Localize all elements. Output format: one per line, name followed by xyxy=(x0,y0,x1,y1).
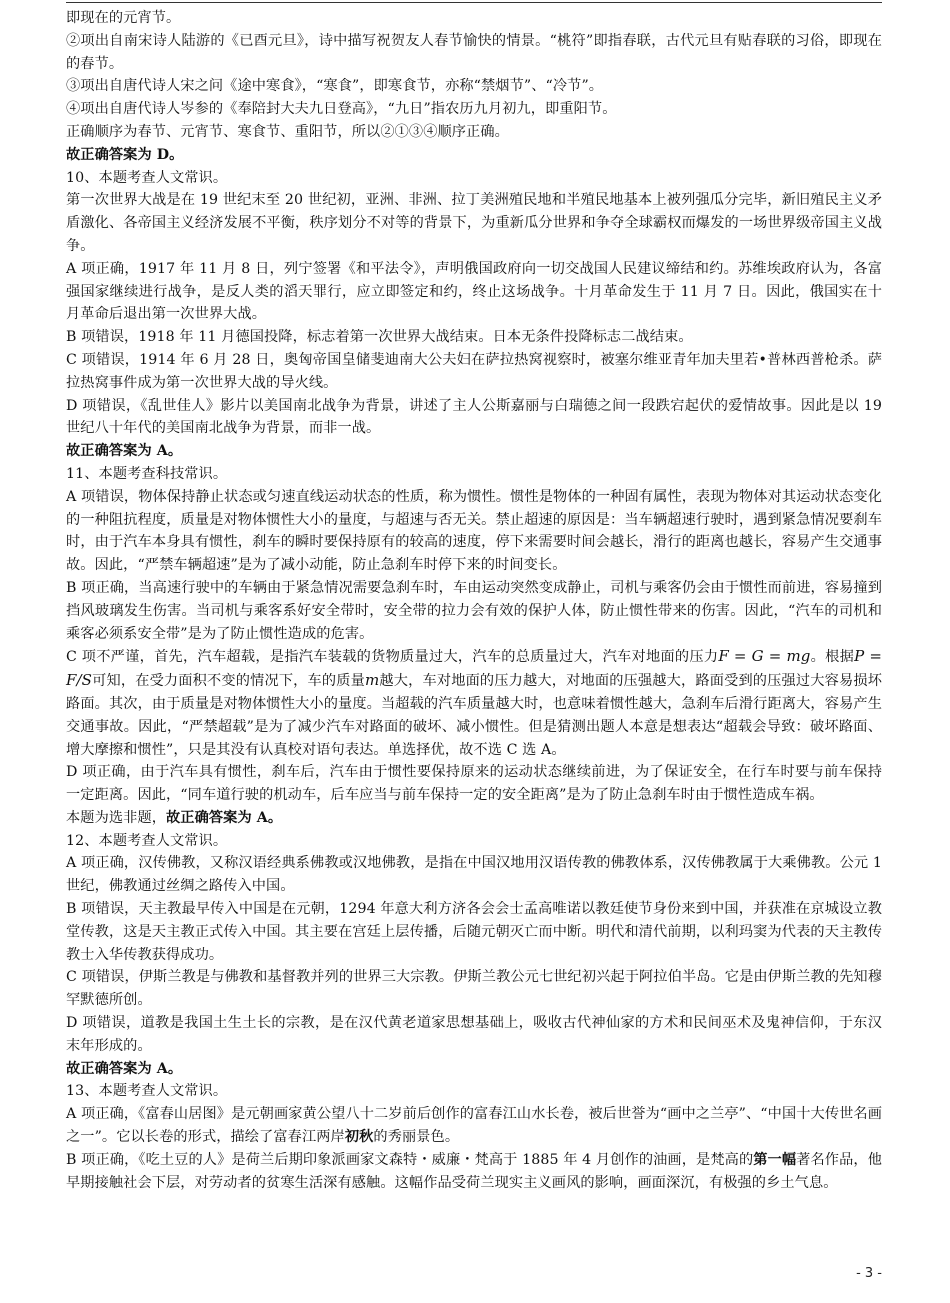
text-line: 即现在的元宵节。 xyxy=(66,10,181,26)
emphasis: 第一幅 xyxy=(753,1151,797,1168)
text-line: 正确顺序为春节、元宵节、寒食节、重阳节，所以②①③④顺序正确。 xyxy=(66,123,509,140)
answer-line xyxy=(66,807,882,830)
question-heading: 12、本题考查人文常识。 xyxy=(66,832,228,849)
text-line: 第一次世界大战是在 19 世纪末至 20 世纪初，亚洲、非洲、拉丁美洲殖民地和半殖民地基本上被列强瓜分完毕，新旧殖民主义矛盾激化、各帝国主义经济发展不平衡，秩序划分不对等的背景下，为重新瓜分世界和争夺全球霸权而爆发的一场世界级帝国主义战争。 xyxy=(66,192,882,254)
formula-mass: m xyxy=(365,671,380,690)
emphasis: 初秋 xyxy=(344,1129,374,1146)
text-span: 的秀丽景色。 xyxy=(373,1129,460,1146)
text-span: 越大，车对地面的压力越大，对地面的压强越大，路面受到的压强过大容易损坏路面。其次，由于质量是对物体惯性大小的量度。当超载的汽车质量越大时，也意味着惯性越大，急刹车后滑行距离大，容易产生交通事故。因此，“严禁超载”是为了减少汽车对路面的破坏、减小惯性。但是猜测出题人本意是想表达“超载会导致：破坏路面、增大摩擦和惯性”，只是其没有认真校对语句表达。单选择优，故不选 C 选 A。 xyxy=(66,673,882,758)
text-line: ②项出自南宋诗人陆游的《已酉元旦》，诗中描写祝贺友人春节愉快的情景。“桃符”即指春联，古代元旦有贴春联的习俗，即现在的春节。 xyxy=(66,32,882,72)
text-line: D 项错误，《乱世佳人》影片以美国南北战争为背景，讲述了主人公斯嘉丽与白瑞德之间一段跌宕起伏的爱情故事。因此是以 19 世纪八十年代的美国南北战争为背景，而非一战。 xyxy=(66,397,882,437)
text-span: 著名作品，他早期接触社会下层，对劳动者的贫寒生活深有感触。这幅作品受荷兰现实主义画风的影响，画面深沉，有极强的乡土气息。 xyxy=(66,1151,882,1191)
document-body xyxy=(66,7,882,1194)
answer-line: 故正确答案为 D。 xyxy=(66,146,184,163)
text-line: C 项错误，伊斯兰教是与佛教和基督教并列的世界三大宗教。伊斯兰教公元七世纪初兴起于阿拉伯半岛。它是由伊斯兰教的先知穆罕默德所创。 xyxy=(66,969,882,1009)
answer-line: 故正确答案为 A。 xyxy=(66,443,183,460)
text-line xyxy=(66,1103,882,1149)
text-line: ④项出自唐代诗人岑参的《奉陪封大夫九日登高》，“九日”指农历九月初九，即重阳节。 xyxy=(66,101,617,118)
text-line: A 项正确，1917 年 11 月 8 日，列宁签署《和平法令》，声明俄国政府向一切交战国人民建议缔结和约。苏维埃政府认为，各富强国家继续进行战争，是反人类的滔天罪行，应立即签定和约，终止这场战争。十月革命发生于 11 月 7 日。因此，俄国实在十月革命后退出第一次世界大战。 xyxy=(66,260,882,323)
text-line: ③项出自唐代诗人宋之问《途中寒食》，“寒食”，即寒食节，亦称“禁烟节”、“冷节”。 xyxy=(66,78,604,95)
text-line xyxy=(66,1149,882,1195)
text-span: 。根据 xyxy=(810,649,855,666)
text-line: B 项错误，天主教最早传入中国是在元朝，1294 年意大利方济各会会士孟高唯诺以教廷使节身份来到中国，并获准在京城设立教堂传教，这是天主教正式传入中国。其主要在宫廷上层传播，后随元朝灭亡而中断。明代和清代前期，以利玛窦为代表的天主教传教士入华传教获得成功。 xyxy=(66,901,882,963)
question-heading: 13、本题考查人文常识。 xyxy=(66,1083,228,1100)
text-line: D 项错误，道教是我国土生土长的宗教，是在汉代黄老道家思想基础上，吸收古代神仙家的方术和民间巫术及鬼神信仰，于东汉末年形成的。 xyxy=(66,1015,882,1054)
formula-paragraph xyxy=(66,645,882,761)
text-line: B 项正确，当高速行驶中的车辆由于紧急情况需要急刹车时，车由运动突然变成静止，司机与乘客仍会由于惯性而前进，容易撞到挡风玻璃发生伤害。当司机与乘客系好安全带时，安全带的拉力会有效的保护人体，防止惯性带来的伤害。因此，“汽车的司机和乘客必须系安全带”是为了防止惯性造成的危害。 xyxy=(66,579,882,642)
text-line: A 项错误，物体保持静止状态或匀速直线运动状态的性质，称为惯性。惯性是物体的一种固有属性，表现为物体对其运动状态变化的一种阻抗程度，质量是对物体惯性大小的量度，与超速与否无关。禁止超速的原因是：当车辆超速行驶时，遇到紧急情况要刹车时，由于汽车本身具有惯性，刹车的瞬时要保持原有的较高的速度，停下来需要时间会越长，滑行的距离也越长，容易产生交通事故。因此，“严禁车辆超速”是为了减小动能，防止急刹车时停下来的时间变长。 xyxy=(66,488,882,574)
answer-line: 故正确答案为 A。 xyxy=(66,1060,183,1077)
formula-force: F = G = mg xyxy=(718,647,811,666)
text-line: C 项错误，1914 年 6 月 28 日，奥匈帝国皇储斐迪南大公夫妇在萨拉热窝视察时，被塞尔维亚青年加夫里若•普林西普枪杀。萨拉热窝事件成为第一次世界大战的导火线。 xyxy=(66,351,882,391)
text-span: B 项正确，《吃土豆的人》是荷兰后期印象派画家文森特・威廉・梵高于 1885 年 4 月创作的油画，是梵高的 xyxy=(66,1151,754,1168)
text-line: A 项正确，汉传佛教，又称汉语经典系佛教或汉地佛教，是指在中国汉地用汉语传教的佛教体系，汉传佛教属于大乘佛教。公元 1 世纪，佛教通过丝绸之路传入中国。 xyxy=(66,855,882,895)
question-heading: 10、本题考查人文常识。 xyxy=(66,169,228,186)
text-line: D 项正确，由于汽车具有惯性，刹车后，汽车由于惯性要保持原来的运动状态继续前进，为了保证安全，在行车时要与前车保持一定距离。因此，“同车道行驶的机动车，后车应当与前车保持一定的安全距离”是为了防止急刹车时由于惯性造成车祸。 xyxy=(66,764,882,804)
question-heading: 11、本题考查科技常识。 xyxy=(66,465,228,482)
text-span: 本题为选非题， xyxy=(66,809,167,826)
page-number: - 3 - xyxy=(856,1266,882,1281)
formula-pressure: P = F/S xyxy=(66,647,883,690)
text-line: B 项错误，1918 年 11 月德国投降，标志着第一次世界大战结束。日本无条件投降标志二战结束。 xyxy=(66,329,693,346)
text-span: 可知，在受力面积不变的情况下，车的质量 xyxy=(92,673,365,690)
text-span: C 项不严谨，首先，汽车超载，是指汽车装载的货物质量过大，汽车的总质量过大，汽车对地面的压力 xyxy=(66,649,719,666)
answer-bold: 故正确答案为 A。 xyxy=(166,809,283,826)
text-span: A 项正确，《富春山居图》是元朝画家黄公望八十二岁前后创作的富春江山水长卷，被后世誉为“画中之兰亭”、“中国十大传世名画之一”。它以长卷的形式，描绘了富春江两岸 xyxy=(66,1106,882,1146)
header-rule xyxy=(66,2,882,3)
